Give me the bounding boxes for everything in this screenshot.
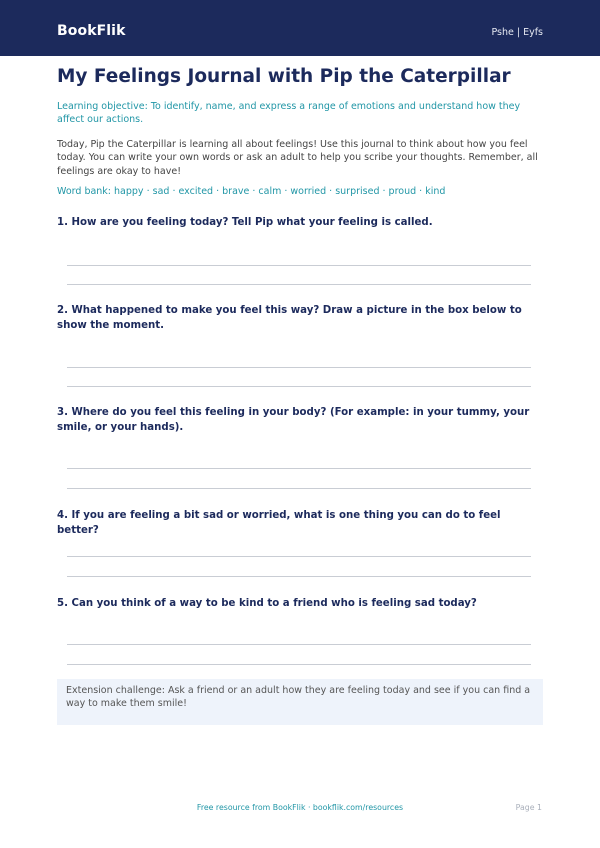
answer-line[interactable] [67,576,531,577]
answer-line[interactable] [67,556,531,557]
answer-line[interactable] [67,367,531,368]
header-bar [0,0,600,56]
answer-line[interactable] [67,468,531,469]
answer-line[interactable] [67,284,531,285]
answer-line[interactable] [67,664,531,665]
intro-paragraph: Today, Pip the Caterpillar is learning all about feelings! Use this journal to think about how you feel today. You can write your own words or ask an adult to help you scribe your thoughts. Remember, all feelings are okay to have! [57,139,538,177]
worksheet-title: My Feelings Journal with Pip the Caterpillar [57,66,511,87]
word-bank: Word bank: happy · sad · excited · brave · calm · worried · surprised · proud · kind [57,186,446,197]
extension-challenge-box [57,679,543,725]
brand-logo-text[interactable]: BookFlik [57,23,126,39]
answer-line[interactable] [67,265,531,266]
footer-link[interactable]: Free resource from BookFlik · bookflik.com/resources [196,803,404,812]
subject-label: Pshe | Eyfs [491,27,543,38]
question-4: 4. If you are feeling a bit sad or worried, what is one thing you can do to feel better? [57,510,501,536]
question-1: 1. How are you feeling today? Tell Pip what your feeling is called. [57,217,433,228]
answer-line[interactable] [67,386,531,387]
question-5: 5. Can you think of a way to be kind to a friend who is feeling sad today? [57,598,477,609]
page-number: Page 1 [515,803,542,812]
learning-objective: Learning objective: To identify, name, and express a range of emotions and understand how they affect our actions. [57,101,521,125]
question-3: 3. Where do you feel this feeling in your body? (For example: in your tummy, your smile, or your hands). [57,407,530,433]
answer-line[interactable] [67,488,531,489]
answer-line[interactable] [67,644,531,645]
question-2: 2. What happened to make you feel this way? Draw a picture in the box below to show the moment. [57,305,522,331]
extension-challenge-text: Extension challenge: Ask a friend or an adult how they are feeling today and see if you can find a way to make them smile! [66,685,531,709]
